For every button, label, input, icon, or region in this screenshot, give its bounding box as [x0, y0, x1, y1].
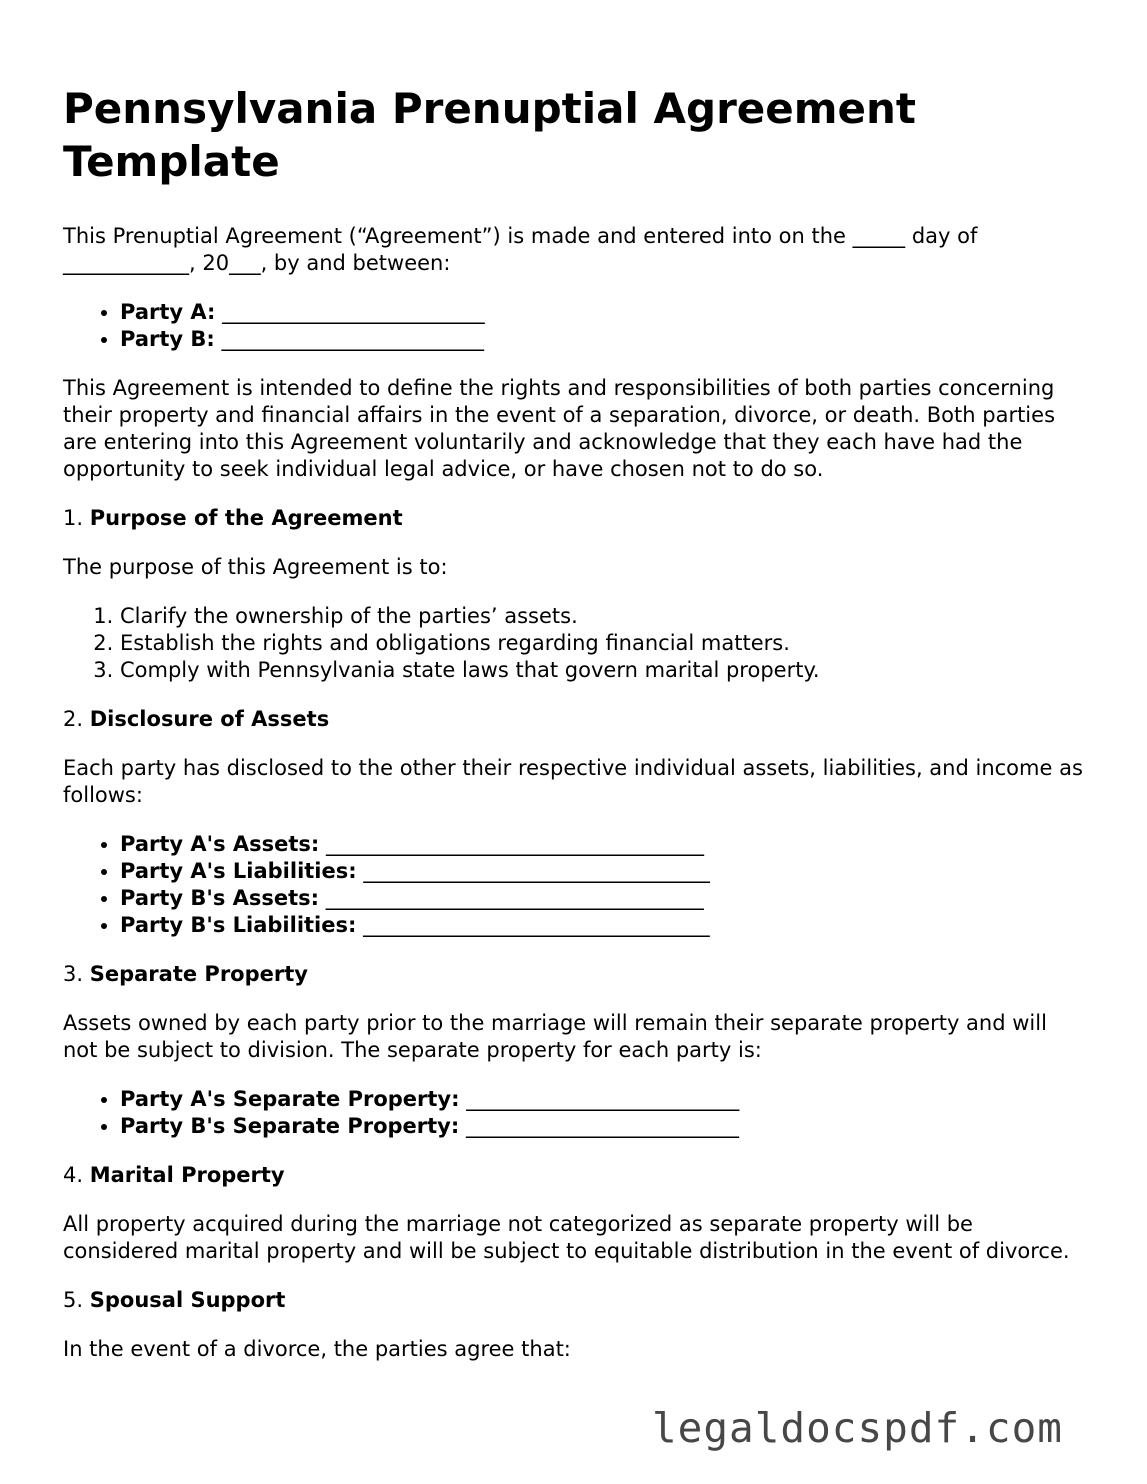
section-3-list [63, 1086, 1083, 1140]
section-2-number: 2. [63, 707, 84, 731]
parties-list [63, 299, 1083, 353]
list-item [120, 1113, 1083, 1140]
section-3-heading [63, 961, 1083, 988]
party-b-label: Party B: [120, 327, 215, 351]
document-page [63, 82, 1083, 1363]
section-5-body: In the event of a divorce, the parties agree that: [63, 1337, 571, 1361]
list-item [120, 885, 1083, 912]
party-b-blank: _________________________ [221, 327, 484, 351]
document-title: Pennsylvania Prenuptial Agreement Template [63, 84, 916, 186]
section-2-heading [63, 706, 1083, 733]
party-b-item [120, 326, 1083, 353]
field-blank: _________________________________ [363, 913, 710, 937]
section-4-heading [63, 1162, 1083, 1189]
list-item: 1. Clarify the ownership of the parties’ assets. [120, 603, 1083, 630]
list-item [120, 1086, 1083, 1113]
purpose-statement: This Agreement is intended to define the rights and responsibilities of both parties concerning their property and financial affairs in the event of a separation, divorce, or death. Both parties are entering into this Agreement voluntarily and acknowledge that they each have had the opportunity to seek individual legal advice, or have chosen not to do so. [63, 376, 1056, 481]
section-2-title: Disclosure of Assets [89, 707, 330, 731]
field-label: Party B's Separate Property: [120, 1114, 460, 1138]
field-label: Party A's Separate Property: [120, 1087, 460, 1111]
section-2-body: Each party has disclosed to the other their respective individual assets, liabilities, and income as follows: [63, 756, 1083, 807]
list-item: 3. Comply with Pennsylvania state laws that govern marital property. [120, 657, 1083, 684]
section-2-list [63, 831, 1083, 939]
site-watermark: legaldocspdf.com [652, 1404, 1063, 1452]
section-3-number: 3. [63, 962, 84, 986]
section-5-title: Spousal Support [89, 1288, 286, 1312]
field-blank: __________________________ [465, 1114, 739, 1138]
list-item [120, 831, 1083, 858]
field-label: Party B's Liabilities: [120, 913, 357, 937]
list-item: 2. Establish the rights and obligations regarding financial matters. [120, 630, 1083, 657]
section-4-number: 4. [63, 1163, 84, 1187]
field-label: Party A's Assets: [120, 832, 320, 856]
field-blank: ____________________________________ [325, 886, 704, 910]
field-label: Party B's Assets: [120, 886, 320, 910]
party-a-item [120, 299, 1083, 326]
section-5-heading [63, 1287, 1083, 1314]
section-4-body: All property acquired during the marriage not categorized as separate property will be considered marital property and will be subject to equitable distribution in the event of divorce. [63, 1212, 1070, 1263]
field-label: Party A's Liabilities: [120, 859, 357, 883]
section-1-body: The purpose of this Agreement is to: [63, 555, 448, 579]
section-1-title: Purpose of the Agreement [89, 506, 403, 530]
party-a-label: Party A: [120, 300, 216, 324]
section-1-list [63, 603, 1083, 684]
section-1-heading [63, 505, 1083, 532]
field-blank: ____________________________________ [326, 832, 705, 856]
section-3-title: Separate Property [89, 962, 308, 986]
section-5-number: 5. [63, 1288, 84, 1312]
section-1-number: 1. [63, 506, 84, 530]
list-item [120, 912, 1083, 939]
field-blank: _________________________________ [363, 859, 710, 883]
list-item [120, 858, 1083, 885]
intro-paragraph: This Prenuptial Agreement (“Agreement”) is made and entered into on the _____ day of ____________, 20___, by and between: [63, 224, 978, 275]
party-a-blank: _________________________ [222, 300, 485, 324]
section-4-title: Marital Property [89, 1163, 285, 1187]
field-blank: __________________________ [466, 1087, 740, 1111]
section-3-body: Assets owned by each party prior to the marriage will remain their separate property and will not be subject to division. The separate property for each party is: [63, 1011, 1047, 1062]
